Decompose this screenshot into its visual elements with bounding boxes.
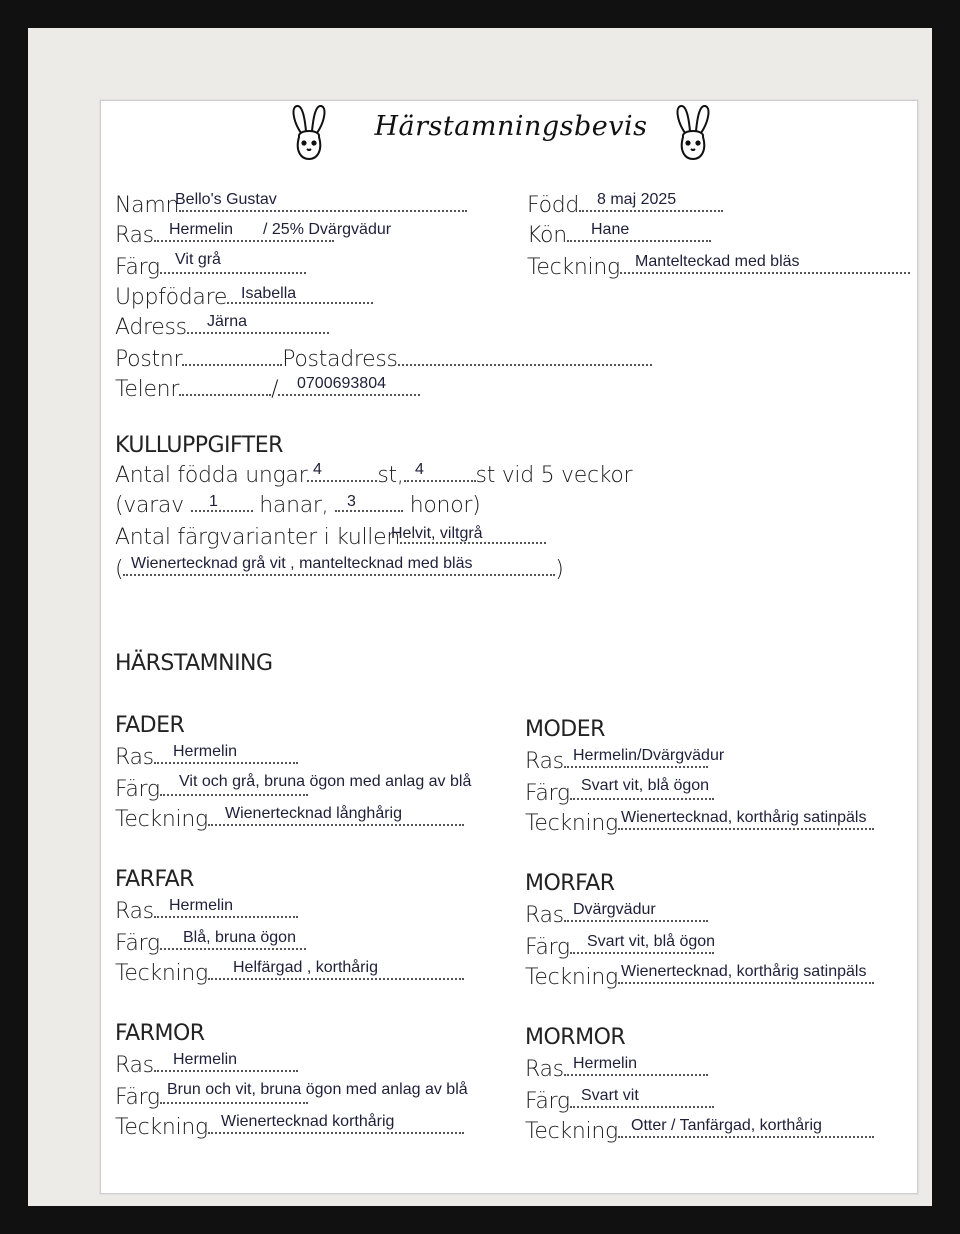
- morfar-heading: MORFAR: [525, 871, 615, 896]
- morfar-teckning-label: Teckning: [525, 965, 618, 990]
- st-vid-label: st vid 5 veckor: [475, 463, 633, 488]
- vid-5-veckor-value: 4: [415, 461, 424, 478]
- hanar-label: hanar,: [259, 493, 329, 518]
- adress-label: Adress: [115, 315, 187, 340]
- namn-value: Bello's Gustav: [175, 191, 277, 208]
- postnr-row: [115, 347, 652, 373]
- fodda-value: 4: [313, 461, 322, 478]
- picture-frame-mat: [28, 28, 932, 1206]
- antal-fodda-label: Antal födda ungar: [115, 463, 308, 488]
- moder-teckning-label: Teckning: [525, 811, 618, 836]
- rabbit-icon: [287, 103, 331, 163]
- namn-row: [115, 193, 467, 219]
- adress-value: Järna: [207, 313, 248, 330]
- varianter-detalj-value: Wienertecknad grå vit , manteltecknad med bläs: [131, 555, 473, 572]
- teckning-value: Mantelteckad med bläs: [635, 253, 800, 270]
- st-label: st,: [377, 463, 404, 488]
- farfar-ras-label: Ras: [115, 899, 154, 924]
- moder-farg-label: Färg: [525, 781, 570, 806]
- morfar-ras-label: Ras: [525, 903, 564, 928]
- moder-farg-value: Svart vit, blå ögon: [581, 777, 710, 794]
- ras-value-extra: / 25% Dvärgvädur: [263, 221, 392, 238]
- fader-farg-value: Vit och grå, bruna ögon med anlag av blå: [179, 773, 472, 790]
- fodd-value: 8 maj 2025: [597, 191, 677, 208]
- telenr-label: Telenr: [115, 377, 180, 402]
- farfar-farg-label: Färg: [115, 931, 160, 956]
- hanar-value: 1: [209, 493, 218, 510]
- moder-ras-label: Ras: [525, 749, 564, 774]
- antal-farg-label: Antal färgvarianter i kullen: [115, 525, 400, 550]
- fader-ras-label: Ras: [115, 745, 154, 770]
- postnr-label: Postnr: [115, 347, 183, 372]
- honor-label: honor): [409, 493, 481, 518]
- namn-label: Namn: [115, 193, 180, 218]
- uppfodare-value: Isabella: [241, 285, 297, 302]
- farmor-ras-label: Ras: [115, 1053, 154, 1078]
- varav-row: [115, 493, 480, 519]
- farmor-heading: FARMOR: [115, 1021, 205, 1046]
- rabbit-icon: [671, 103, 715, 163]
- morfar-farg-value: Svart vit, blå ögon: [587, 933, 716, 950]
- certificate-title: Härstamningsbevis: [374, 111, 648, 142]
- kon-label: Kön: [527, 223, 567, 248]
- antal-fodda-row: [115, 463, 632, 489]
- morfar-ras-value: Dvärgvädur: [573, 901, 656, 918]
- mormor-heading: MORMOR: [525, 1025, 626, 1050]
- farmor-farg-label: Färg: [115, 1085, 160, 1110]
- moder-teckning-value: Wienertecknad, korthårig satinpäls: [621, 809, 867, 826]
- varav-label: (varav: [115, 493, 184, 518]
- certificate-sheet: [100, 100, 918, 1194]
- mormor-teckning-value: Otter / Tanfärgad, korthårig: [631, 1117, 822, 1134]
- mormor-farg-label: Färg: [525, 1089, 570, 1114]
- paren-close: ): [555, 557, 564, 582]
- farmor-ras-value: Hermelin: [173, 1051, 238, 1068]
- moder-ras-value: Hermelin/Dvärgvädur: [573, 747, 725, 764]
- uppfodare-label: Uppfödare: [115, 285, 228, 310]
- fader-heading: FADER: [115, 713, 185, 738]
- ras-value: Hermelin: [169, 221, 234, 238]
- fader-teckning-value: Wienertecknad långhårig: [225, 805, 402, 822]
- header: [101, 101, 917, 171]
- farg-value: Vit grå: [175, 251, 221, 268]
- fader-teckning-label: Teckning: [115, 807, 208, 832]
- farfar-ras-value: Hermelin: [169, 897, 234, 914]
- telenr-value: 0700693804: [297, 375, 386, 392]
- morfar-farg-label: Färg: [525, 935, 570, 960]
- kull-heading: KULLUPPGIFTER: [115, 433, 283, 458]
- fader-ras-value: Hermelin: [173, 743, 238, 760]
- fargvarianter-value: Helvit, viltgrå: [391, 525, 483, 542]
- mormor-ras-label: Ras: [525, 1057, 564, 1082]
- farmor-farg-value: Brun och vit, bruna ögon med anlag av blå: [167, 1081, 468, 1098]
- farfar-teckning-label: Teckning: [115, 961, 208, 986]
- mormor-ras-value: Hermelin: [573, 1055, 638, 1072]
- kon-value: Hane: [591, 221, 630, 238]
- farg-label: Färg: [115, 255, 160, 280]
- farfar-farg-value: Blå, bruna ögon: [183, 929, 296, 946]
- morfar-teckning-value: Wienertecknad, korthårig satinpäls: [621, 963, 867, 980]
- fader-farg-label: Färg: [115, 777, 160, 802]
- farmor-teckning-value: Wienertecknad korthårig: [221, 1113, 395, 1130]
- teckning-label: Teckning: [527, 255, 620, 280]
- telenr-separator: /: [271, 377, 279, 402]
- paren-open: (: [115, 557, 124, 582]
- mormor-farg-value: Svart vit: [581, 1087, 639, 1104]
- harstamning-heading: HÄRSTAMNING: [115, 651, 273, 676]
- fodd-label: Född: [527, 193, 580, 218]
- farfar-teckning-value: Helfärgad , korthårig: [233, 959, 378, 976]
- honor-value: 3: [347, 493, 356, 510]
- ras-label: Ras: [115, 223, 154, 248]
- moder-heading: MODER: [525, 717, 605, 742]
- farmor-teckning-label: Teckning: [115, 1115, 208, 1140]
- postadress-label: Postadress: [282, 347, 398, 372]
- mormor-teckning-label: Teckning: [525, 1119, 618, 1144]
- farfar-heading: FARFAR: [115, 867, 194, 892]
